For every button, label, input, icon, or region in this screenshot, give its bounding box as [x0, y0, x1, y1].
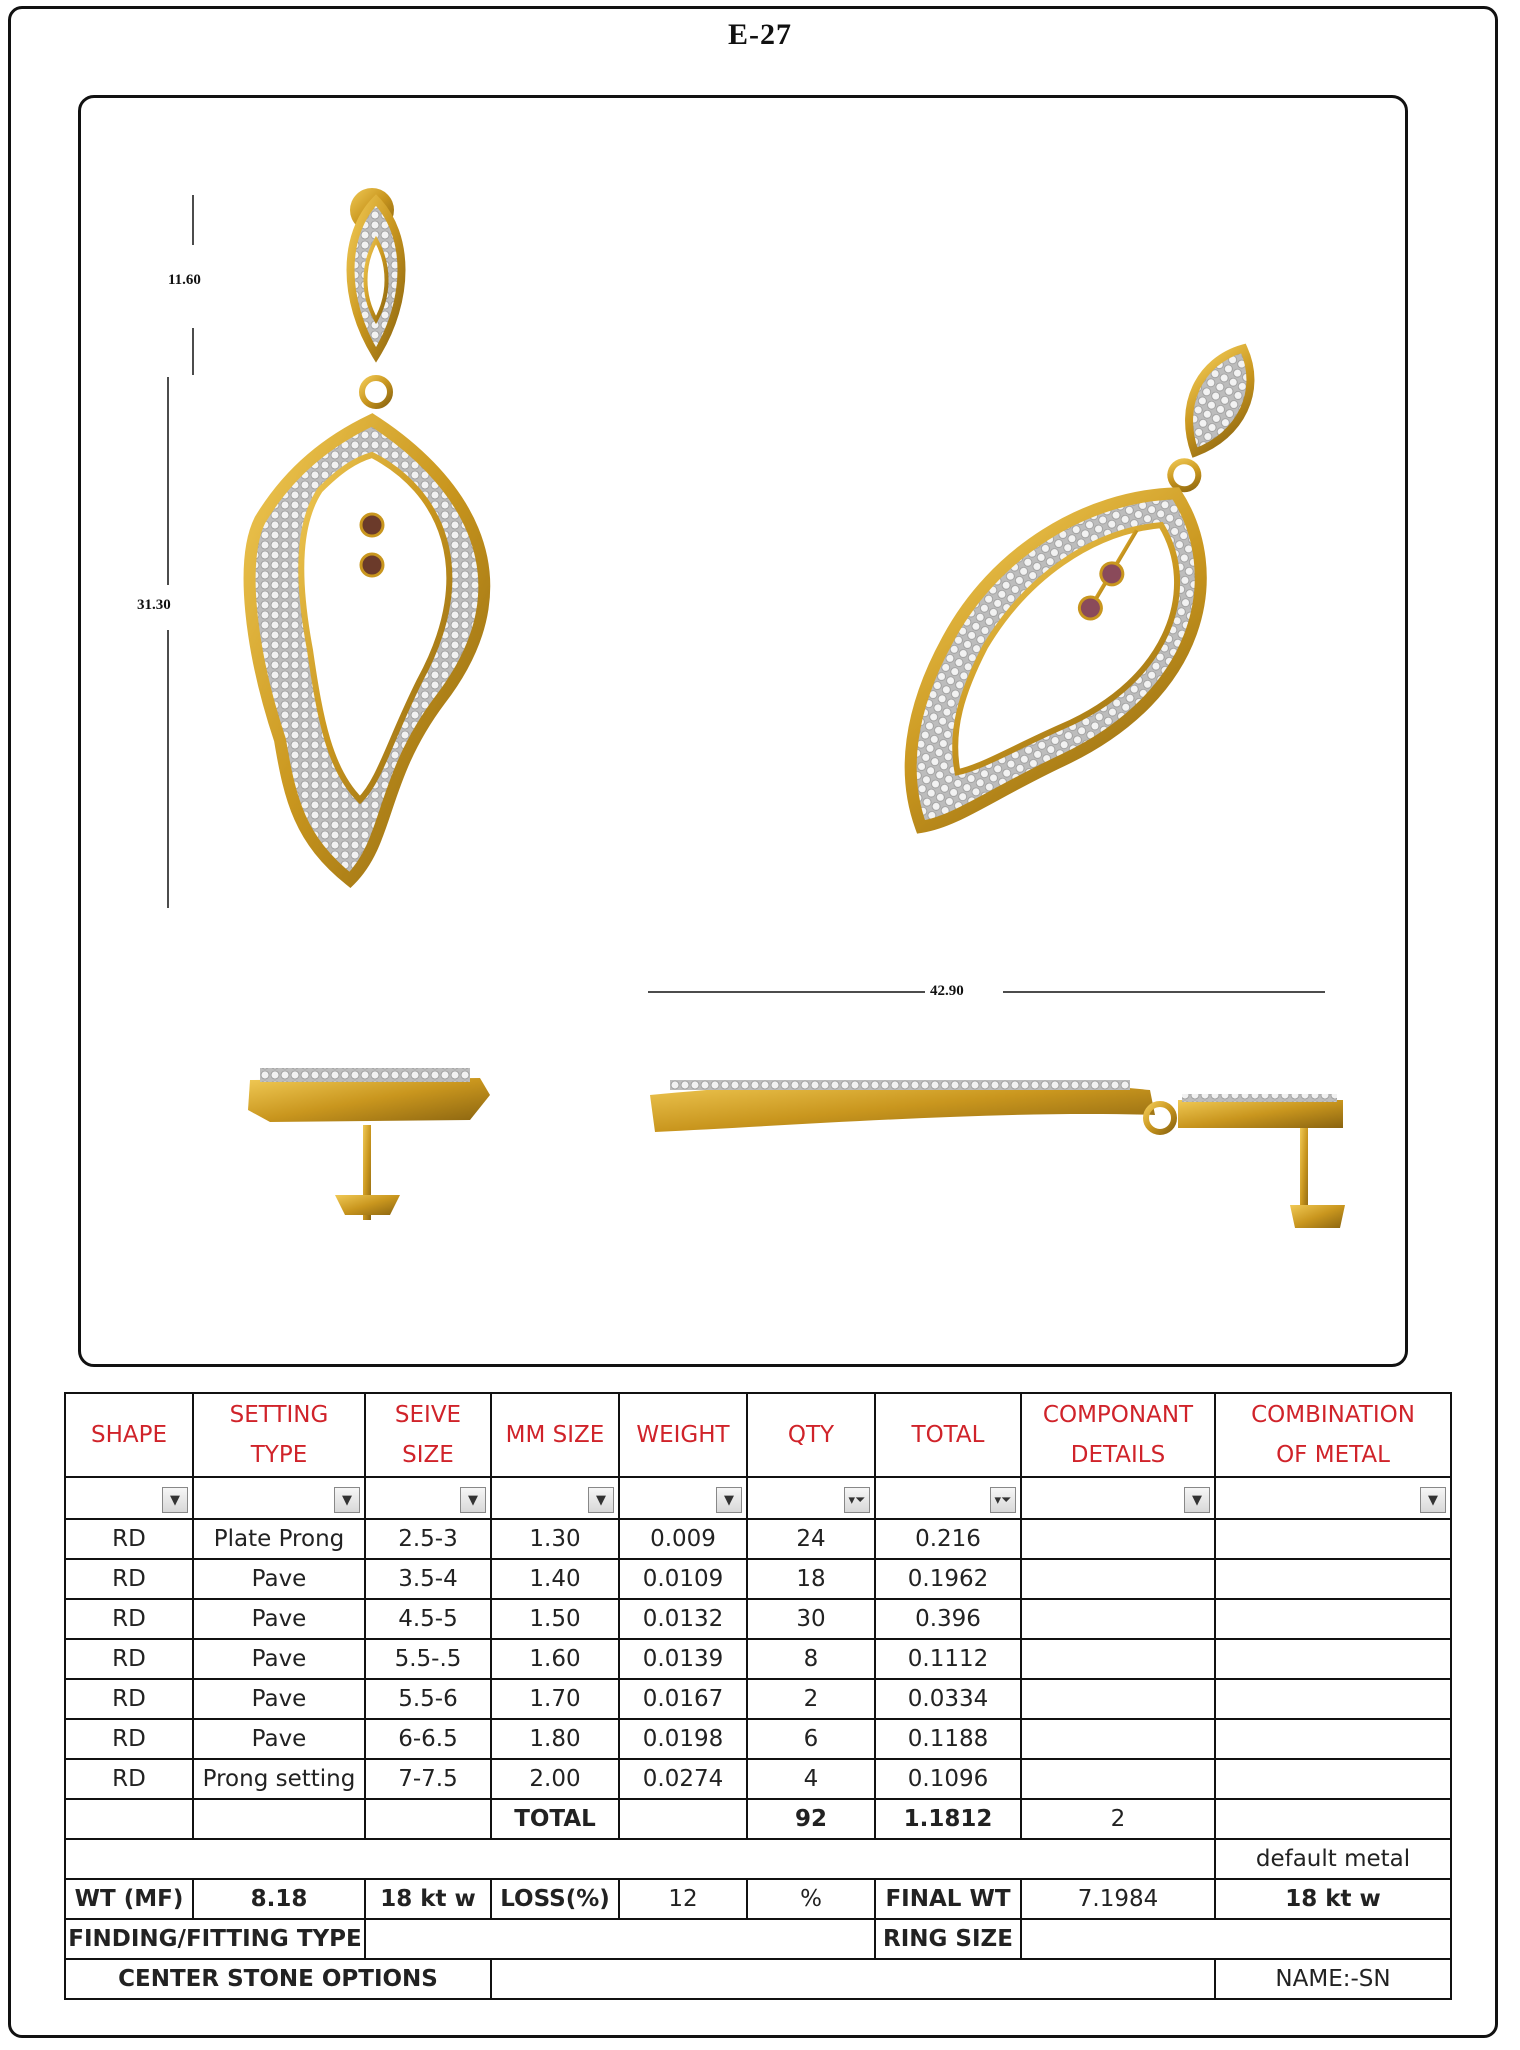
filter-dropdown-icon[interactable]: ▼ — [1184, 1487, 1210, 1513]
stone-rows — [65, 1519, 1451, 1799]
stone-row — [65, 1719, 1451, 1759]
stone-cell: RD — [65, 1599, 193, 1639]
stone-cell: 0.1962 — [875, 1559, 1021, 1599]
stone-cell: RD — [65, 1639, 193, 1679]
stone-cell — [1021, 1679, 1215, 1719]
stone-cell — [1021, 1599, 1215, 1639]
stone-cell: RD — [65, 1519, 193, 1559]
stone-cell — [1215, 1599, 1451, 1639]
stone-cell: 1.50 — [491, 1599, 619, 1639]
filter-dropdown-icon[interactable]: ▼ — [162, 1487, 188, 1513]
stone-cell: 18 — [747, 1559, 875, 1599]
stone-cell: Pave — [193, 1559, 365, 1599]
stone-cell: RD — [65, 1679, 193, 1719]
stone-cell: 0.0109 — [619, 1559, 747, 1599]
stone-cell: 6 — [747, 1719, 875, 1759]
final-wt-value: 7.1984 — [1021, 1879, 1215, 1919]
stone-cell — [1021, 1519, 1215, 1559]
filter-dropdown-icon[interactable]: ▼ — [716, 1487, 742, 1513]
stone-row — [65, 1639, 1451, 1679]
stone-cell: 1.60 — [491, 1639, 619, 1679]
stone-cell: 0.1188 — [875, 1719, 1021, 1759]
stone-cell: 8 — [747, 1639, 875, 1679]
stone-cell: 6-6.5 — [365, 1719, 491, 1759]
stone-cell: 0.0132 — [619, 1599, 747, 1639]
final-wt-label: FINAL WT — [875, 1879, 1021, 1919]
stone-cell — [1215, 1719, 1451, 1759]
stone-cell — [1021, 1759, 1215, 1799]
earring-angled-view — [870, 287, 1309, 896]
total-components: 2 — [1021, 1799, 1215, 1839]
stone-cell: 1.30 — [491, 1519, 619, 1559]
header-total: TOTAL — [875, 1393, 1021, 1477]
total-qty: 92 — [747, 1799, 875, 1839]
stone-cell: Pave — [193, 1599, 365, 1639]
filter-active-icon[interactable]: ▾⏷ — [844, 1487, 870, 1513]
stone-cell: 0.396 — [875, 1599, 1021, 1639]
stone-cell: 4 — [747, 1759, 875, 1799]
loss-unit: % — [747, 1879, 875, 1919]
stone-cell: 2.00 — [491, 1759, 619, 1799]
stone-cell: 0.216 — [875, 1519, 1021, 1559]
stone-cell: RD — [65, 1719, 193, 1759]
header-shape: SHAPE — [65, 1393, 193, 1477]
stone-cell: 0.0274 — [619, 1759, 747, 1799]
header-component-details: COMPONANT DETAILS — [1021, 1393, 1215, 1477]
stone-cell — [1215, 1639, 1451, 1679]
stone-cell: 24 — [747, 1519, 875, 1559]
stone-cell: 1.80 — [491, 1719, 619, 1759]
stone-cell: Prong setting — [193, 1759, 365, 1799]
stone-row — [65, 1679, 1451, 1719]
design-code-title: E-27 — [728, 18, 792, 51]
header-setting-type: SETTING TYPE — [193, 1393, 365, 1477]
header-seive-size: SEIVE SIZE — [365, 1393, 491, 1477]
stone-row — [65, 1599, 1451, 1639]
earring-side-view — [248, 1068, 490, 1220]
stone-cell: Plate Prong — [193, 1519, 365, 1559]
total-label: TOTAL — [491, 1799, 619, 1839]
total-weight: 1.1812 — [875, 1799, 1021, 1839]
stone-cell: 4.5-5 — [365, 1599, 491, 1639]
header-qty: QTY — [747, 1393, 875, 1477]
stone-spec-table — [64, 1392, 1452, 2000]
stone-cell: 3.5-4 — [365, 1559, 491, 1599]
stone-cell: 5.5-.5 — [365, 1639, 491, 1679]
stone-cell: 0.0167 — [619, 1679, 747, 1719]
stone-cell: 7-7.5 — [365, 1759, 491, 1799]
finding-row — [65, 1919, 1451, 1959]
loss-value: 12 — [619, 1879, 747, 1919]
name-label: NAME:-SN — [1215, 1959, 1451, 1999]
ring-size-label: RING SIZE — [875, 1919, 1021, 1959]
dim-label-length: 42.90 — [930, 983, 964, 999]
stone-cell: RD — [65, 1559, 193, 1599]
filter-dropdown-icon[interactable]: ▼ — [460, 1487, 486, 1513]
stone-cell — [1215, 1559, 1451, 1599]
stone-cell — [1215, 1679, 1451, 1719]
stone-cell: 2.5-3 — [365, 1519, 491, 1559]
filter-active-icon[interactable]: ▾⏷ — [990, 1487, 1016, 1513]
stone-cell: 0.1112 — [875, 1639, 1021, 1679]
dim-label-top: 11.60 — [168, 272, 201, 288]
default-metal-row — [65, 1839, 1451, 1879]
center-stone-row — [65, 1959, 1451, 1999]
total-row — [65, 1799, 1451, 1839]
stone-cell — [1021, 1639, 1215, 1679]
wt-mf-label: WT (MF) — [65, 1879, 193, 1919]
stone-cell — [1215, 1759, 1451, 1799]
filter-dropdown-icon[interactable]: ▼ — [1420, 1487, 1446, 1513]
weight-row — [65, 1879, 1451, 1919]
wt-mf-value: 8.18 — [193, 1879, 365, 1919]
filter-dropdown-icon[interactable]: ▼ — [334, 1487, 360, 1513]
stone-cell: Pave — [193, 1679, 365, 1719]
stone-cell: 0.009 — [619, 1519, 747, 1559]
filter-dropdown-icon[interactable]: ▼ — [588, 1487, 614, 1513]
header-weight: WEIGHT — [619, 1393, 747, 1477]
stone-cell: 0.0139 — [619, 1639, 747, 1679]
stone-cell: Pave — [193, 1639, 365, 1679]
stone-cell: Pave — [193, 1719, 365, 1759]
stone-cell: 0.0198 — [619, 1719, 747, 1759]
stone-cell — [1021, 1719, 1215, 1759]
header-combination-metal: COMBINATION OF METAL — [1215, 1393, 1451, 1477]
default-metal-label: default metal — [1215, 1839, 1451, 1879]
filter-row — [65, 1477, 1451, 1519]
stone-cell: RD — [65, 1759, 193, 1799]
stone-cell: 2 — [747, 1679, 875, 1719]
center-stone-label: CENTER STONE OPTIONS — [65, 1959, 491, 1999]
stone-cell: 0.0334 — [875, 1679, 1021, 1719]
earring-front-view — [250, 188, 485, 880]
header-row — [65, 1393, 1451, 1477]
earring-profile-view — [650, 1080, 1345, 1228]
wt-metal: 18 kt w — [365, 1879, 491, 1919]
finding-label: FINDING/FITTING TYPE — [65, 1919, 365, 1959]
header-mm-size: MM SIZE — [491, 1393, 619, 1477]
stone-cell: 5.5-6 — [365, 1679, 491, 1719]
stone-cell — [1215, 1519, 1451, 1559]
stone-row — [65, 1519, 1451, 1559]
stone-cell — [1021, 1559, 1215, 1599]
final-metal: 18 kt w — [1215, 1879, 1451, 1919]
loss-label: LOSS(%) — [491, 1879, 619, 1919]
stone-cell: 30 — [747, 1599, 875, 1639]
dim-label-body: 31.30 — [137, 597, 171, 613]
stone-row — [65, 1559, 1451, 1599]
stone-cell: 1.40 — [491, 1559, 619, 1599]
stone-row — [65, 1759, 1451, 1799]
stone-cell: 1.70 — [491, 1679, 619, 1719]
stone-cell: 0.1096 — [875, 1759, 1021, 1799]
